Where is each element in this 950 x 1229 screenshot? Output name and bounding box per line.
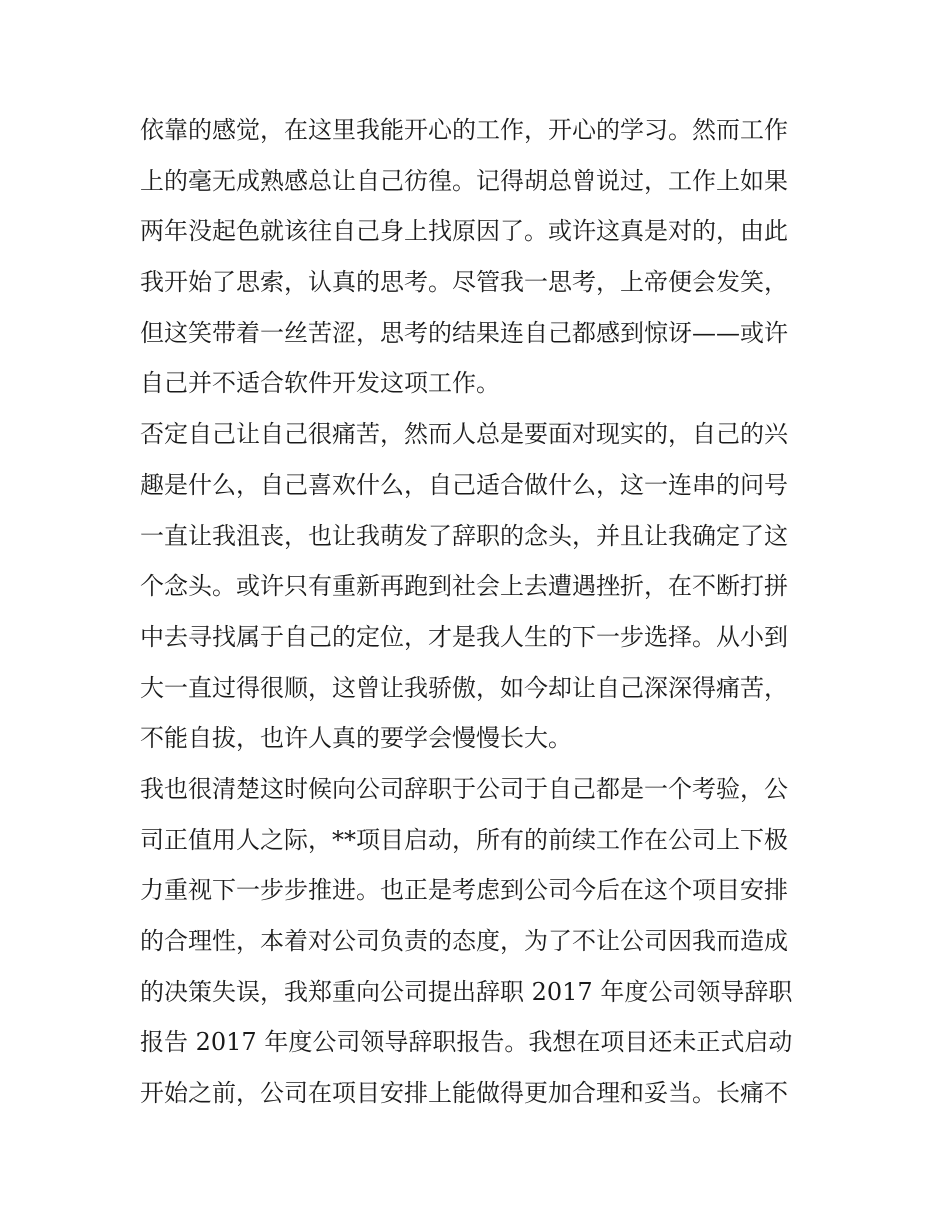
text-line: 的合理性，本着对公司负责的态度，为了不让公司因我而造成: [140, 927, 788, 955]
text-line: 我也很清楚这时候向公司辞职于公司于自己都是一个考验，公: [140, 774, 788, 803]
text-line: 中去寻找属于自己的定位，才是我人生的下一步选择。从小到: [140, 622, 788, 651]
text-line: 开始之前，公司在项目安排上能做得更加合理和妥当。长痛不: [140, 1079, 788, 1108]
text-line: 一直让我沮丧，也让我萌发了辞职的念头，并且让我确定了这: [140, 521, 788, 550]
text-line: 趣是什么，自己喜欢什么，自己适合做什么，这一连串的问号: [140, 470, 788, 499]
text-line: 依靠的感觉，在这里我能开心的工作，开心的学习。然而工作: [140, 116, 788, 144]
text-line: 上的毫无成熟感总让自己彷徨。记得胡总曾说过，工作上如果: [140, 166, 788, 195]
document-body: [140, 105, 815, 1119]
text-line: 自己并不适合软件开发这项工作。: [140, 369, 500, 398]
text-line: 力重视下一步步推进。也正是考虑到公司今后在这个项目安排: [140, 876, 788, 905]
text-line: 报告 2017 年度公司领导辞职报告。我想在项目还未正式启动: [140, 1028, 793, 1057]
text-line: 的决策失误，我郑重向公司提出辞职 2017 年度公司领导辞职: [140, 977, 793, 1006]
text-line: 否定自己让自己很痛苦，然而人总是要面对现实的，自己的兴: [140, 420, 788, 449]
text-line: 不能自拔，也许人真的要学会慢慢长大。: [140, 724, 572, 753]
text-line: 我开始了思索，认真的思考。尽管我一思考，上帝便会发笑，: [140, 268, 788, 297]
text-line: 个念头。或许只有重新再跑到社会上去遭遇挫折，在不断打拼: [140, 572, 788, 601]
text-line: 但这笑带着一丝苦涩，思考的结果连自己都感到惊讶——或许: [140, 318, 788, 347]
text-line: 两年没起色就该往自己身上找原因了。或许这真是对的，由此: [140, 217, 788, 246]
text-line: 司正值用人之际，**项目启动，所有的前续工作在公司上下极: [140, 825, 788, 854]
text-line: 大一直过得很顺，这曾让我骄傲，如今却让自己深深得痛苦，: [140, 673, 788, 702]
